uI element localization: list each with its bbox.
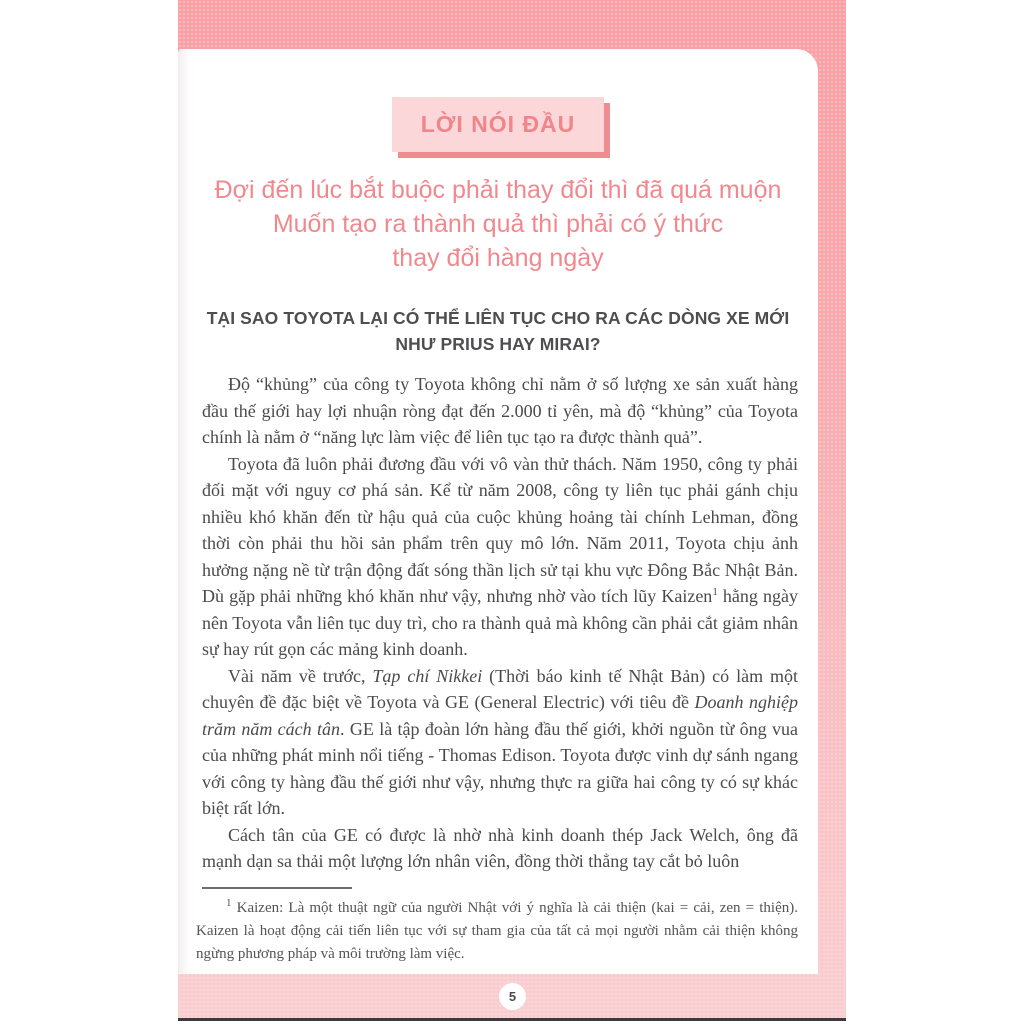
paragraph — [202, 451, 798, 663]
preface-title: LỜI NÓI ĐẦU — [420, 111, 576, 137]
italic-text: Tạp chí Nikkei — [372, 665, 483, 686]
text-run: Độ “khủng” của công ty Toyota không chỉ nằm ở số lượng xe sản xuất hàng đầu thế giới hay lợi nhuận ròng đạt đến 2.000 tỉ yên, mà độ “khủng” của Toyota chính là nằm ở “năng lực làm việc để liên tục tạo ra được thành quả”. — [202, 374, 798, 447]
footnote-text — [196, 897, 798, 966]
footnote-marker: 1 — [712, 586, 718, 598]
footnote-rule — [202, 887, 352, 889]
italic-text: Doanh nghiệp trăm năm cách tân — [202, 692, 798, 739]
section-heading-line: NHƯ PRIUS HAY MIRAI? — [395, 334, 601, 354]
paragraph — [202, 822, 798, 875]
text-run: Kaizen: Là một thuật ngữ của người Nhật với ý nghĩa là cải thiện (kai = cải, zen = thiện). Kaizen là hoạt động cải tiến liên tục với sự tham gia của tất cả mọi người nhằm cải thiện không ngừng phương pháp và môi trường làm việc. — [196, 899, 798, 962]
book-page-photo — [178, 0, 846, 1021]
text-run: Cách tân của GE có được là nhờ nhà kinh doanh thép Jack Welch, ông đã mạnh dạn sa thải một lượng lớn nhân viên, đồng thời thẳng tay cắt bỏ luôn — [202, 824, 798, 871]
page-number: 5 — [508, 989, 517, 1004]
preface-subtitle — [178, 173, 818, 275]
section-heading — [178, 305, 818, 357]
subtitle-line: thay đổi hàng ngày — [392, 244, 604, 272]
text-run: (Thời báo kinh tế Nhật Bản) có làm một chuyên đề đặc biệt về Toyota và GE (General Electric) với tiêu đề — [202, 665, 798, 712]
footnote-marker: 1 — [226, 896, 232, 909]
section-heading-line: TẠI SAO TOYOTA LẠI CÓ THỂ LIÊN TỤC CHO RA CÁC DÒNG XE MỚI — [206, 308, 790, 328]
footnote — [178, 887, 818, 966]
text-run: hằng ngày nên Toyota vẫn liên tục duy trì, cho ra thành quả mà không cần phải cắt giảm nhân sự hay rút gọn các mảng kinh doanh. — [202, 586, 798, 659]
paragraph — [202, 663, 798, 822]
page-number-badge — [499, 983, 526, 1010]
subtitle-line: Muốn tạo ra thành quả thì phải có ý thức — [272, 210, 724, 238]
preface-title-box — [392, 97, 604, 152]
body-paragraphs — [178, 371, 818, 875]
paragraph — [202, 371, 798, 451]
text-run: Toyota đã luôn phải đương đầu với vô vàn thử thách. Năm 1950, công ty phải đối mặt với nguy cơ phá sản. Kể từ năm 2008, công ty liên tục phải gánh chịu nhiều khó khăn đến từ hậu quả của cuộc khủng hoảng tài chính Lehman, đồng thời còn phải thu hồi sản phẩm trên quy mô lớn. Năm 2011, Toyota chịu ảnh hưởng nặng nề từ trận động đất sóng thần lịch sử tại khu vực Đông Bắc Nhật Bản. Dù gặp phải những khó khăn như vậy, nhưng nhờ vào tích lũy Kaizen — [202, 453, 798, 606]
text-run: Vài năm về trước, — [228, 665, 373, 686]
subtitle-line: Đợi đến lúc bắt buộc phải thay đổi thì đã quá muộn — [214, 176, 782, 204]
text-run: . GE là tập đoàn lớn hàng đầu thế giới, khởi nguồn từ ông vua của những phát minh nổi tiếng - Thomas Edison. Toyota được vinh dự sánh ngang với công ty hàng đầu thế giới như vậy, nhưng thực ra giữa hai công ty có sự khác biệt rất lớn. — [202, 718, 799, 818]
book-page — [178, 49, 818, 974]
